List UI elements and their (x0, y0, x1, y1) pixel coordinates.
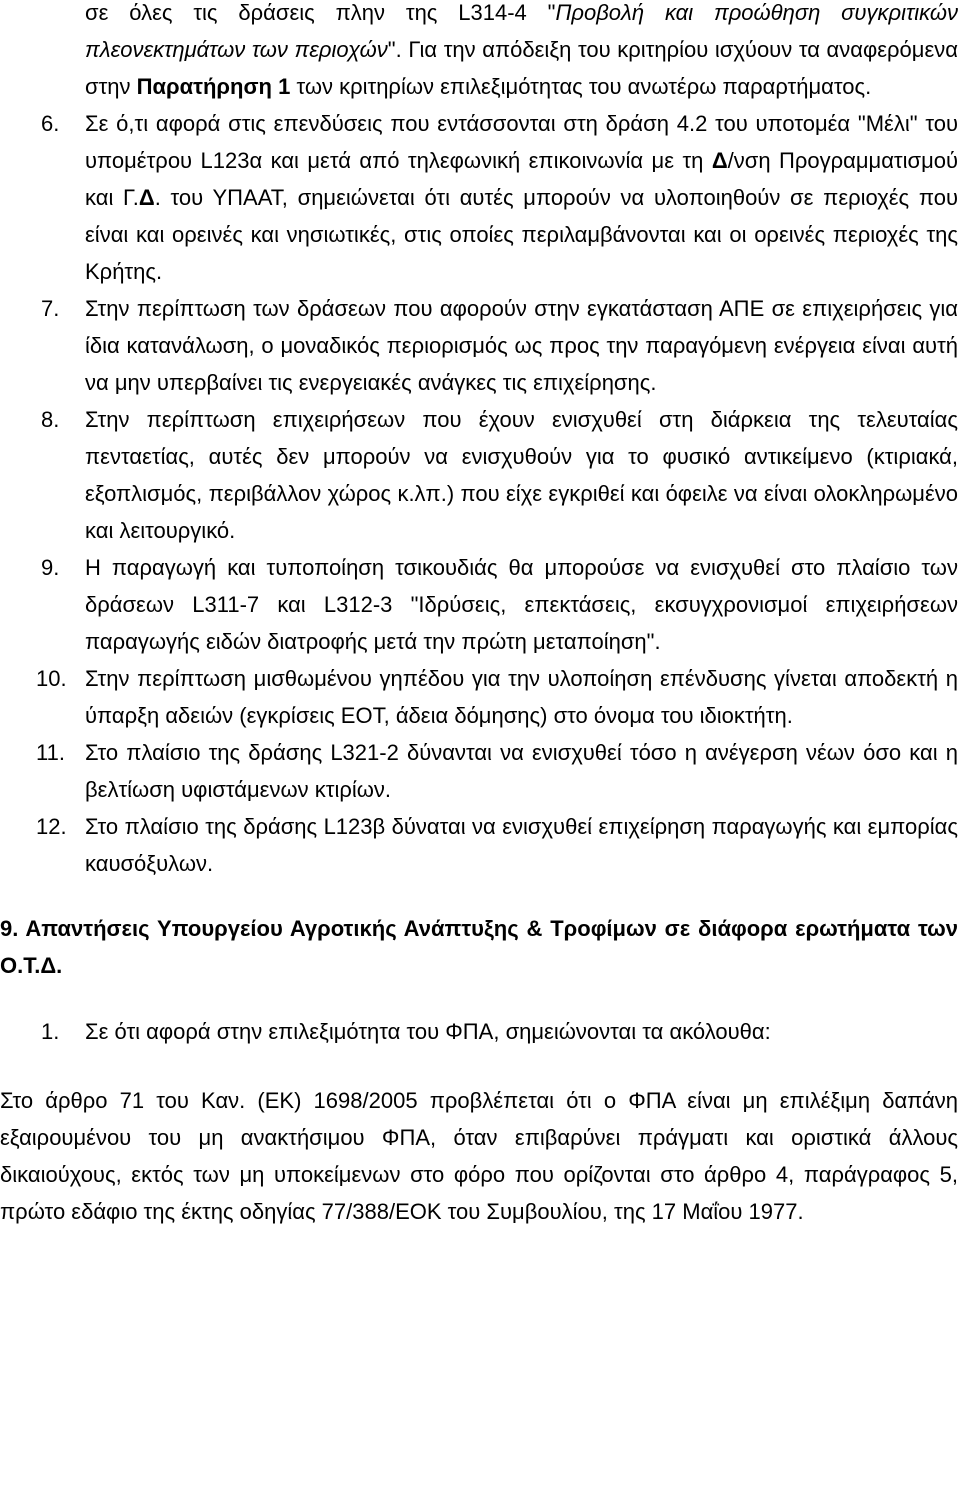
item6-text-a: Σε ό,τι αφορά στις επενδύσεις που εντάσσονται στη δράση 4.2 του υποτομέα "Μέλι" του υπομέτρου L123α και μετά από τηλεφωνική επικοινωνία με τη (85, 111, 958, 173)
list-item-text: Στην περίπτωση μισθωμένου γηπέδου για την υλοποίηση επένδυσης γίνεται αποδεκτή η ύπαρξη αδειών (εγκρίσεις ΕΟΤ, άδεια δόμησης) στο όνομα του ιδιοκτήτη. (85, 666, 958, 728)
list-item-number: 10. (36, 666, 67, 691)
sub-list-item (0, 1013, 960, 1050)
list-item (0, 549, 960, 660)
list-item-number: 7. (41, 296, 60, 321)
intro-text-bold: Παρατήρηση 1 (136, 74, 291, 99)
list-item-text: Στην περίπτωση επιχειρήσεων που έχουν ενισχυθεί στη διάρκεια της τελευταίας πενταετίας, αυτές δεν μπορούν να ενισχυθούν για το φυσικό αντικείμενο (κτιριακά, εξοπλισμός, περιβάλλον χώρος κ.λπ.) που είχε εγκριθεί και όφειλε να είναι ολοκληρωμένο και λειτουργικό. (85, 407, 958, 543)
intro-text-c: των κριτηρίων επιλεξιμότητας του ανωτέρω παραρτήματος. (290, 74, 872, 99)
list-item (0, 660, 960, 734)
item6-text-bold-1: Δ (711, 148, 728, 173)
list-item (0, 808, 960, 882)
list-item-text: Στην περίπτωση των δράσεων που αφορούν στην εγκατάσταση ΑΠΕ σε επιχειρήσεις για ίδια κατανάλωση, ο μοναδικός περιορισμός ως προς την παραγόμενη ενέργεια είναι αυτή να μην υπερβαίνει τις ενεργειακές ανάγκες τις επιχείρησης. (85, 296, 958, 395)
intro-text-b: ". Για την απόδειξη του κριτηρίου ισχύουν τα αναφερόμενα στην (85, 37, 958, 99)
final-paragraph: Στο άρθρο 71 του Καν. (ΕΚ) 1698/2005 προβλέπεται ότι ο ΦΠΑ είναι μη επιλέξιμη δαπάνη εξαιρουμένου του μη ανακτήσιμου ΦΠΑ, όταν επιβαρύνει πράγματι και οριστικά άλλους δικαιούχους, εκτός των μη υποκείμενων στο φόρο που ορίζονται στο άρθρο 4, παράγραφος 5, πρώτο εδάφιο της έκτης οδηγίας 77/388/ΕΟΚ του Συμβουλίου, της 17 Μαΐου 1977. (0, 1088, 958, 1224)
intro-paragraph (0, 0, 960, 105)
list-item-number: 9. (41, 555, 60, 580)
list-item (0, 734, 960, 808)
list-item-text: Η παραγωγή και τυποποίηση τσικουδιάς θα μπορούσε να ενισχυθεί στο πλαίσιο των δράσεων L311-7 και L312-3 "Ιδρύσεις, επεκτάσεις, εκσυγχρονισμοί επιχειρήσεων παραγωγής ειδών διατροφής μετά την πρώτη μεταποίηση". (85, 555, 958, 654)
list-item-number: 12. (36, 814, 67, 839)
list-item (0, 401, 960, 549)
list-item (0, 105, 960, 290)
intro-text-a: σε όλες τις δράσεις πλην της L314-4 " (85, 0, 556, 25)
item6-text-bold-2: Δ (138, 185, 155, 210)
sub-list-item-text: Σε ότι αφορά στην επιλεξιμότητα του ΦΠΑ, σημειώνονται τα ακόλουθα: (85, 1019, 771, 1044)
section-heading: 9. Απαντήσεις Υπουργείου Αγροτικής Ανάπτυξης & Τροφίμων σε διάφορα ερωτήματα των Ο.Τ.Δ. (0, 916, 958, 978)
list-item-number: 8. (41, 407, 60, 432)
sub-list-item-number: 1. (41, 1019, 60, 1044)
item6-text-c: . του ΥΠΑΑΤ, σημειώνεται ότι αυτές μπορούν να υλοποιηθούν σε περιοχές που είναι και ορεινές και νησιωτικές, στις οποίες περιλαμβάνονται και οι ορεινές περιοχές της Κρήτης. (85, 185, 958, 284)
list-item-text: Στο πλαίσιο της δράσης L123β δύναται να ενισχυθεί επιχείρηση παραγωγής και εμπορίας καυσόξυλων. (85, 814, 958, 876)
list-item-text (85, 105, 960, 290)
item6-text-b: /νση Προγραμματισμού και Γ. (85, 148, 959, 210)
list-item (0, 290, 960, 401)
list-item-number: 11. (36, 740, 65, 765)
list-item-text: Στο πλαίσιο της δράσης L321-2 δύνανται να ενισχυθεί τόσο η ανέγερση νέων όσο και η βελτίωση υφιστάμενων κτιρίων. (85, 740, 958, 802)
list-item-number: 6. (41, 111, 60, 136)
intro-text-italic: Προβολή και προώθηση συγκριτικών πλεονεκτημάτων των περιοχών (85, 0, 958, 62)
